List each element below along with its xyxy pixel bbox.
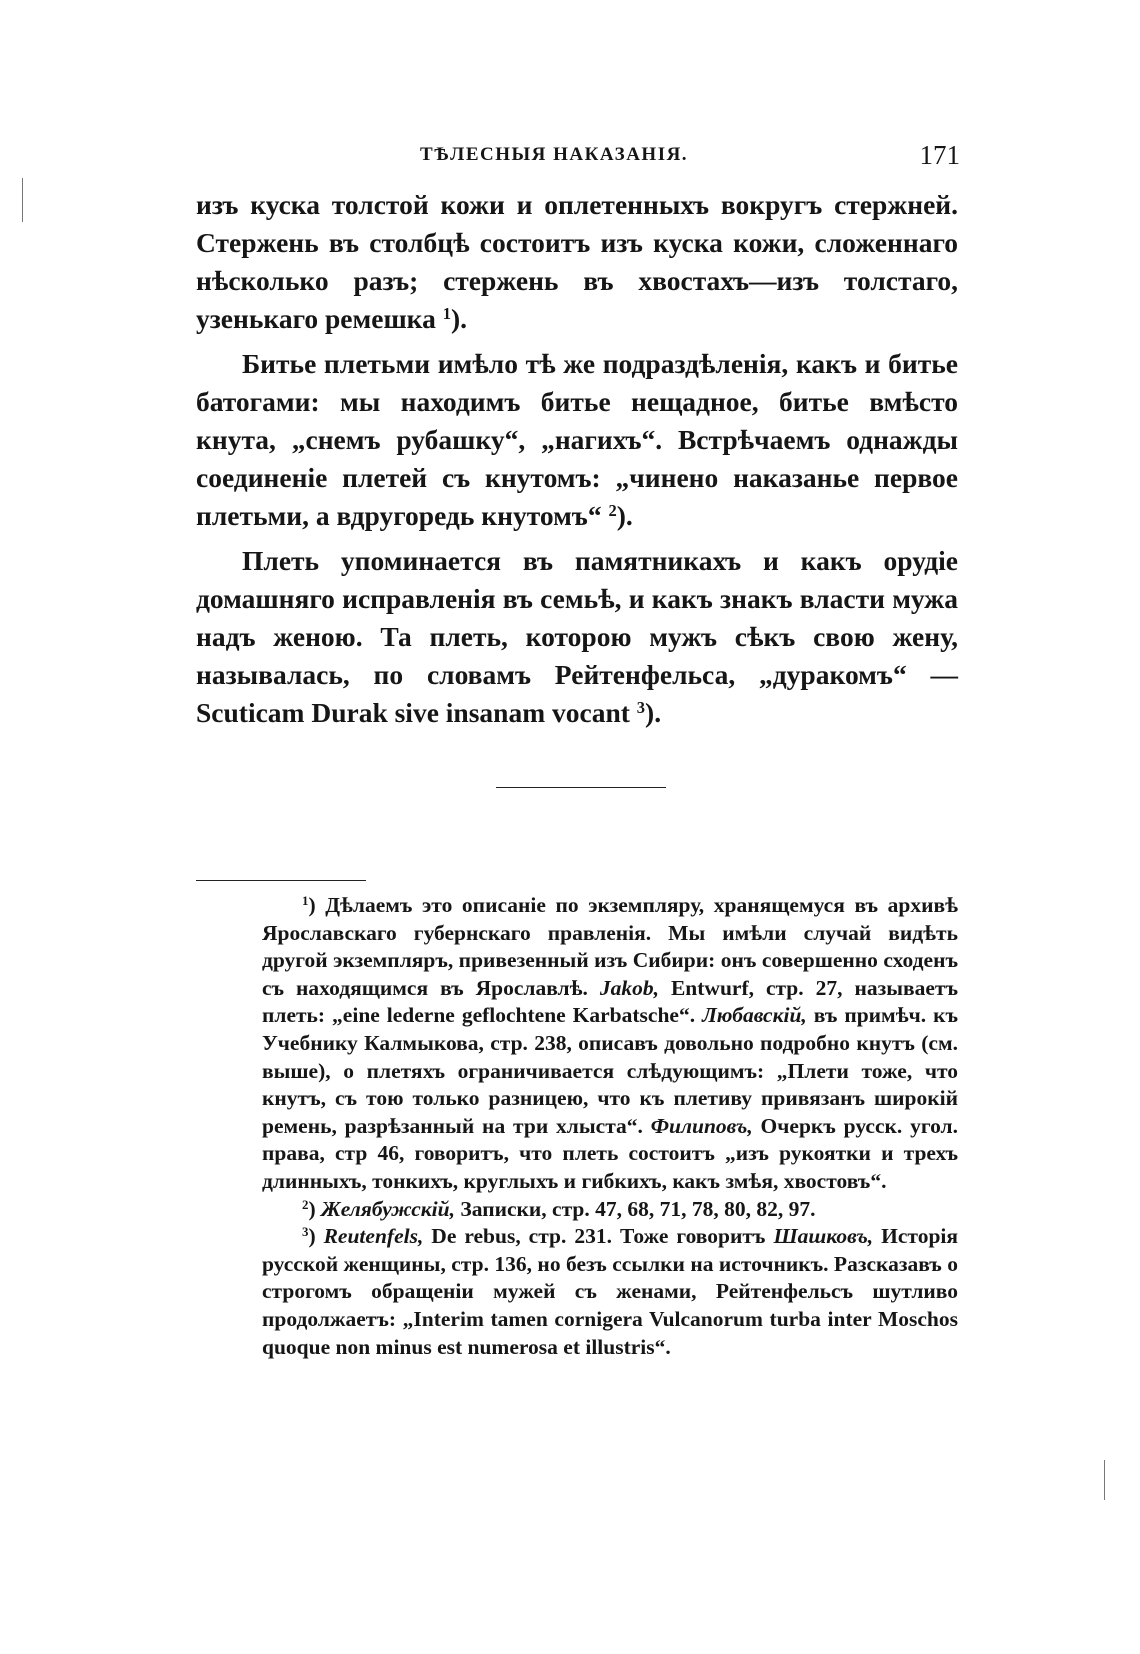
paragraph-1-text: изъ куска толстой кожи и оплетенныхъ вокругъ стержней. Стержень въ столбцѣ состоитъ изъ куска кожи, сложеннаго нѣсколько разъ; стержень въ хвостахъ—изъ толстаго, узенькаго ремешка [196,189,958,334]
footnote-1-text-b: Entwurf, стр. 27, называетъ плеть: „eine lederne geflochtene Karbatsche“. [262,975,959,1028]
paragraph-3-text: Плеть упоминается въ памятникахъ и какъ орудіе домашняго исправленія въ семьѣ, и какъ знакъ власти мужа надъ женою. Та плеть, которою мужъ сѣкъ свою жену, называлась, по словамъ Рейтенфельса, „дуракомъ“ — Scuticam Durak sive insanam vocant [196,545,958,728]
footnote-separator [196,880,366,881]
footnotes [262,892,958,1361]
footnote-2-text: Записки, стр. 47, 68, 71, 78, 80, 82, 97. [455,1196,816,1221]
footnote-3-mark: 3 [302,1225,309,1240]
footnote-2-author: Желябужскій, [321,1196,455,1221]
paragraph-2-text: Битье плетьми имѣло тѣ же подраздѣленія, какъ и битье батогами: мы находимъ битье нещадное, битье вмѣсто кнута, „снемъ рубашку“, „нагихъ“. Встрѣчаемъ однажды соединеніе плетей съ кнутомъ: „чинено наказанье первое плетьми, а вдругоредь кнутомъ“ [196,348,958,531]
paragraph-1-close: ). [450,303,468,334]
paragraph-3 [196,542,958,732]
footnote-1-author-jakob: Jakob, [599,975,659,1000]
footnote-1-author-filipov: Филиповъ, [650,1113,753,1138]
paragraph-2 [196,345,958,535]
paragraph-2-close: ). [616,500,633,531]
footnote-ref-3: 3 [636,697,646,717]
footnote-2-paren: ) [308,1196,321,1221]
footnote-ref-1: 1 [442,303,451,323]
footnote-2-mark: 2 [302,1197,309,1212]
footnote-3 [262,1223,958,1361]
main-text [196,186,958,739]
footnote-1-text-c: въ примѣч. къ Учебнику Калмыкова, стр. 238, описавъ довольно подробно кнутъ (см. выше), о плетяхъ ограничивается слѣдующимъ: „Плети тоже, что кнутъ, съ тою только разницею, что къ плетиву привязанъ широкій ремень, разрѣзанный на три хлыста“. [262,1003,958,1138]
paragraph-1 [196,186,958,338]
footnote-1-mark: 1 [302,893,309,908]
margin-mark [1104,1460,1105,1500]
footnote-2 [262,1196,958,1224]
footnote-3-paren: ) [308,1224,324,1249]
margin-mark [22,178,23,222]
footnote-1 [262,892,958,1196]
footnote-3-author-shashkov: Шашковъ, [773,1224,874,1249]
footnote-ref-2: 2 [608,500,617,520]
footnote-1-text-a: ) Дѣлаемъ это описаніе по экземпляру, хранящемуся въ архивѣ Ярославскаго губернскаго правленія. Мы имѣли случай видѣть другой экземпляръ, привезенный изъ Сибири: онъ совершенно сходенъ съ находящимся въ Ярославлѣ. [262,893,958,1000]
footnote-3-text-b: Исторія русской женщины, стр. 136, но безъ ссылки на источникъ. Разсказавъ о строгомъ обращеніи мужей съ женами, Рейтенфельсъ шутливо продолжаетъ: „Interim tamen cornigera Vulcanorum turba inter Moschos quoque non minus est numerosa et illustris“. [262,1224,959,1359]
page-number: 171 [919,140,960,170]
page-header [190,140,960,176]
footnote-3-text-a: De rebus, стр. 231. Тоже говоритъ [423,1224,774,1249]
paragraph-3-close: ). [645,697,662,728]
section-end-rule [496,787,666,788]
footnote-1-author-lyubavsky: Любавскій, [702,1003,807,1028]
running-title: ТѢЛЕСНЫЯ НАКАЗАНІЯ. [420,144,689,165]
footnote-1-text-d: Очеркъ русск. угол. права, стр 46, говоритъ, что плеть состоитъ „изъ рукоятки и трехъ длинныхъ, тонкихъ, круглыхъ и гибкихъ, какъ змѣя, хвостовъ“. [262,1113,958,1193]
footnote-3-author-reutenfels: Reutenfels, [323,1224,424,1249]
